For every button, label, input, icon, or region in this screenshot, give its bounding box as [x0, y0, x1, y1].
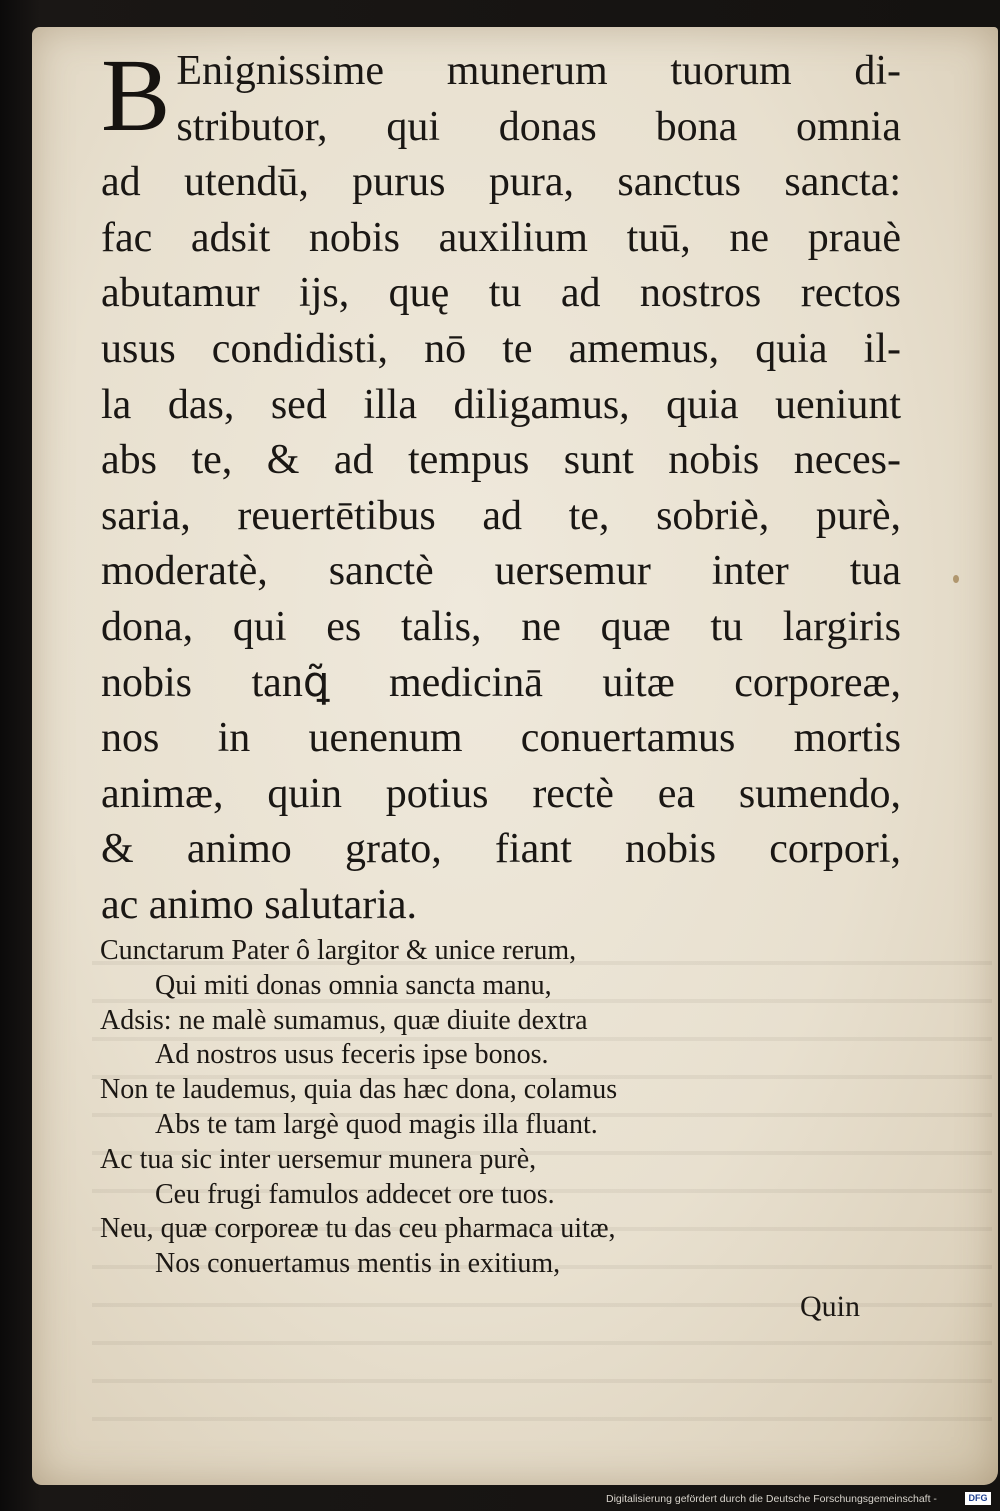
- catchword: Quin: [800, 1290, 860, 1323]
- prose-line: nobis tanꝗ̃ medicinā uitæ corporeæ,: [101, 659, 901, 706]
- verse-block: [100, 934, 860, 1282]
- prose-line: dona, qui es talis, ne quæ tu largiris: [101, 603, 901, 650]
- verse-line: Ac tua sic inter uersemur munera purè,: [100, 1143, 537, 1175]
- verse-line: Non te laudemus, quia das hæc dona, colamus: [100, 1074, 618, 1106]
- paper-speck: [953, 575, 959, 583]
- prose-line: fac adsit nobis auxilium tuū, ne prauè: [101, 214, 901, 261]
- verse-line: Ad nostros usus feceris ipse bonos.: [155, 1039, 549, 1071]
- verse-line: Nos conuertamus mentis in exitium,: [155, 1248, 561, 1280]
- verse-line: Adsis: ne malè sumamus, quæ diuite dextra: [100, 1004, 588, 1036]
- drop-cap: B: [101, 38, 171, 153]
- dfg-logo: DFG: [965, 1492, 991, 1505]
- verse-line: Abs te tam largè quod magis illa fluant.: [155, 1108, 598, 1140]
- prose-line: saria, reuertētibus ad te, sobriè, purè,: [101, 492, 901, 539]
- prose-line: animæ, quin potius rectè ea sumendo,: [101, 770, 901, 817]
- prose-line: usus condidisti, nō te amemus, quia il-: [101, 325, 901, 372]
- prose-line: stributor, qui donas bona omnia: [176, 103, 901, 150]
- prose-line: moderatè, sanctè uersemur inter tua: [101, 548, 901, 595]
- prose-line: abs te, & ad tempus sunt nobis neces-: [101, 437, 901, 484]
- verse-line: Ceu frugi famulos addecet ore tuos.: [155, 1178, 555, 1210]
- prose-line: abutamur ijs, quę tu ad nostros rectos: [101, 270, 901, 317]
- prose-line: la das, sed illa diligamus, quia ueniunt: [101, 381, 901, 428]
- prose-line: ad utendū, purus pura, sanctus sancta:: [101, 159, 901, 206]
- prose-line: ac animo salutaria.: [101, 881, 418, 928]
- verse-line: Qui miti donas omnia sancta manu,: [155, 969, 552, 1001]
- verse-line: Cunctarum Pater ô largitor & unice rerum,: [100, 935, 577, 966]
- verse-line: Neu, quæ corporeæ tu das ceu pharmaca uitæ,: [100, 1213, 616, 1245]
- prayer-prose: [101, 38, 901, 934]
- digitization-credit: Digitalisierung gefördert durch die Deutsche Forschungsgemeinschaft -: [606, 1493, 937, 1505]
- prose-line: Enignissime munerum tuorum di-: [176, 48, 901, 94]
- prose-line: & animo grato, fiant nobis corpori,: [101, 826, 901, 873]
- prose-line: nos in uenenum conuertamus mortis: [101, 715, 901, 762]
